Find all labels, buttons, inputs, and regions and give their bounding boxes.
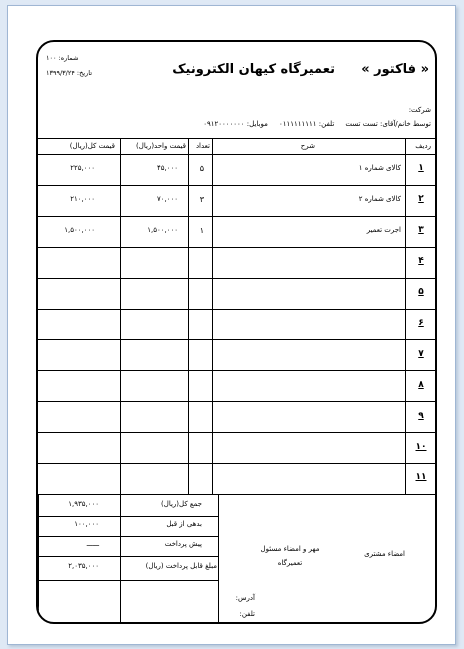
summary-value: ۱,۹۳۵,۰۰۰: [68, 500, 99, 508]
row-quantity: ۵: [199, 164, 204, 173]
row-description: اجرت تعمیر: [366, 226, 401, 234]
row-description: کالای شماره ۱: [358, 164, 401, 172]
summary-value: ــــــ: [86, 540, 99, 548]
invoice-number: شماره: ۱۰۰: [46, 54, 79, 62]
row-number: ۴: [418, 256, 424, 266]
row-total: ۱,۵۰۰,۰۰۰: [64, 226, 95, 234]
row-quantity: ۱: [199, 226, 204, 235]
row-unit-price: ۴۵,۰۰۰: [156, 164, 178, 172]
address-label: آدرس:: [235, 594, 255, 602]
row-number: ۱: [418, 163, 424, 173]
row-number: ۲: [418, 194, 424, 204]
summary-value: ۲,۰۳۵,۰۰۰: [68, 562, 99, 570]
shop-signature: مهر و امضاء مسئول تعمیرگاه: [260, 545, 320, 567]
header-total: قیمت کل(ریال): [69, 142, 115, 150]
row-number: ۵: [418, 287, 424, 297]
row-number: ۸: [418, 380, 424, 390]
row-total: ۲۱۰,۰۰۰: [70, 195, 95, 203]
invoice-title: « فاکتور »: [361, 62, 429, 77]
row-quantity: ۳: [199, 195, 204, 204]
summary-label: بدهی از قبل: [166, 520, 202, 528]
row-unit-price: ۱,۵۰۰,۰۰۰: [147, 226, 178, 234]
summary-label: جمع کل(ریال): [161, 500, 202, 508]
customer-signature: امضاء مشتری: [364, 550, 405, 558]
invoice-page: [7, 5, 456, 645]
invoice-frame: [36, 40, 437, 624]
header-desc: شرح: [300, 142, 315, 150]
summary-label: پیش پرداخت: [164, 540, 202, 548]
row-total: ۲۲۵,۰۰۰: [70, 164, 95, 172]
row-number: ۹: [418, 411, 424, 421]
row-number: ۶: [418, 318, 424, 328]
row-number: ۱۱: [415, 472, 427, 482]
header-qty: تعداد: [195, 142, 210, 150]
summary-label: مبلغ قابل پرداخت (ریال): [145, 562, 217, 570]
invoice-date: تاریخ: ۱۳۹۹/۳/۲۴: [46, 69, 93, 77]
row-number: ۷: [418, 349, 424, 359]
header-row: ردیف: [415, 142, 431, 150]
customer-info: توسط خانم/آقای: تست تست تلفن: ۰۱۱۱۱۱۱۱۱۱ موبایل: ۰۹۱۲۰۰۰۰۰۰۰: [203, 120, 431, 128]
header-unit-price: قیمت واحد(ریال): [136, 142, 186, 150]
shop-name: تعمیرگاه کیهان الکترونیک: [172, 62, 335, 77]
summary-value: ۱۰۰,۰۰۰: [74, 520, 99, 528]
phone-label: تلفن:: [239, 610, 255, 618]
row-unit-price: ۷۰,۰۰۰: [156, 195, 178, 203]
row-description: کالای شماره ۲: [358, 195, 401, 203]
company-label: شرکت:: [408, 106, 431, 114]
row-number: ۱۰: [415, 442, 427, 452]
row-number: ۳: [418, 225, 424, 235]
